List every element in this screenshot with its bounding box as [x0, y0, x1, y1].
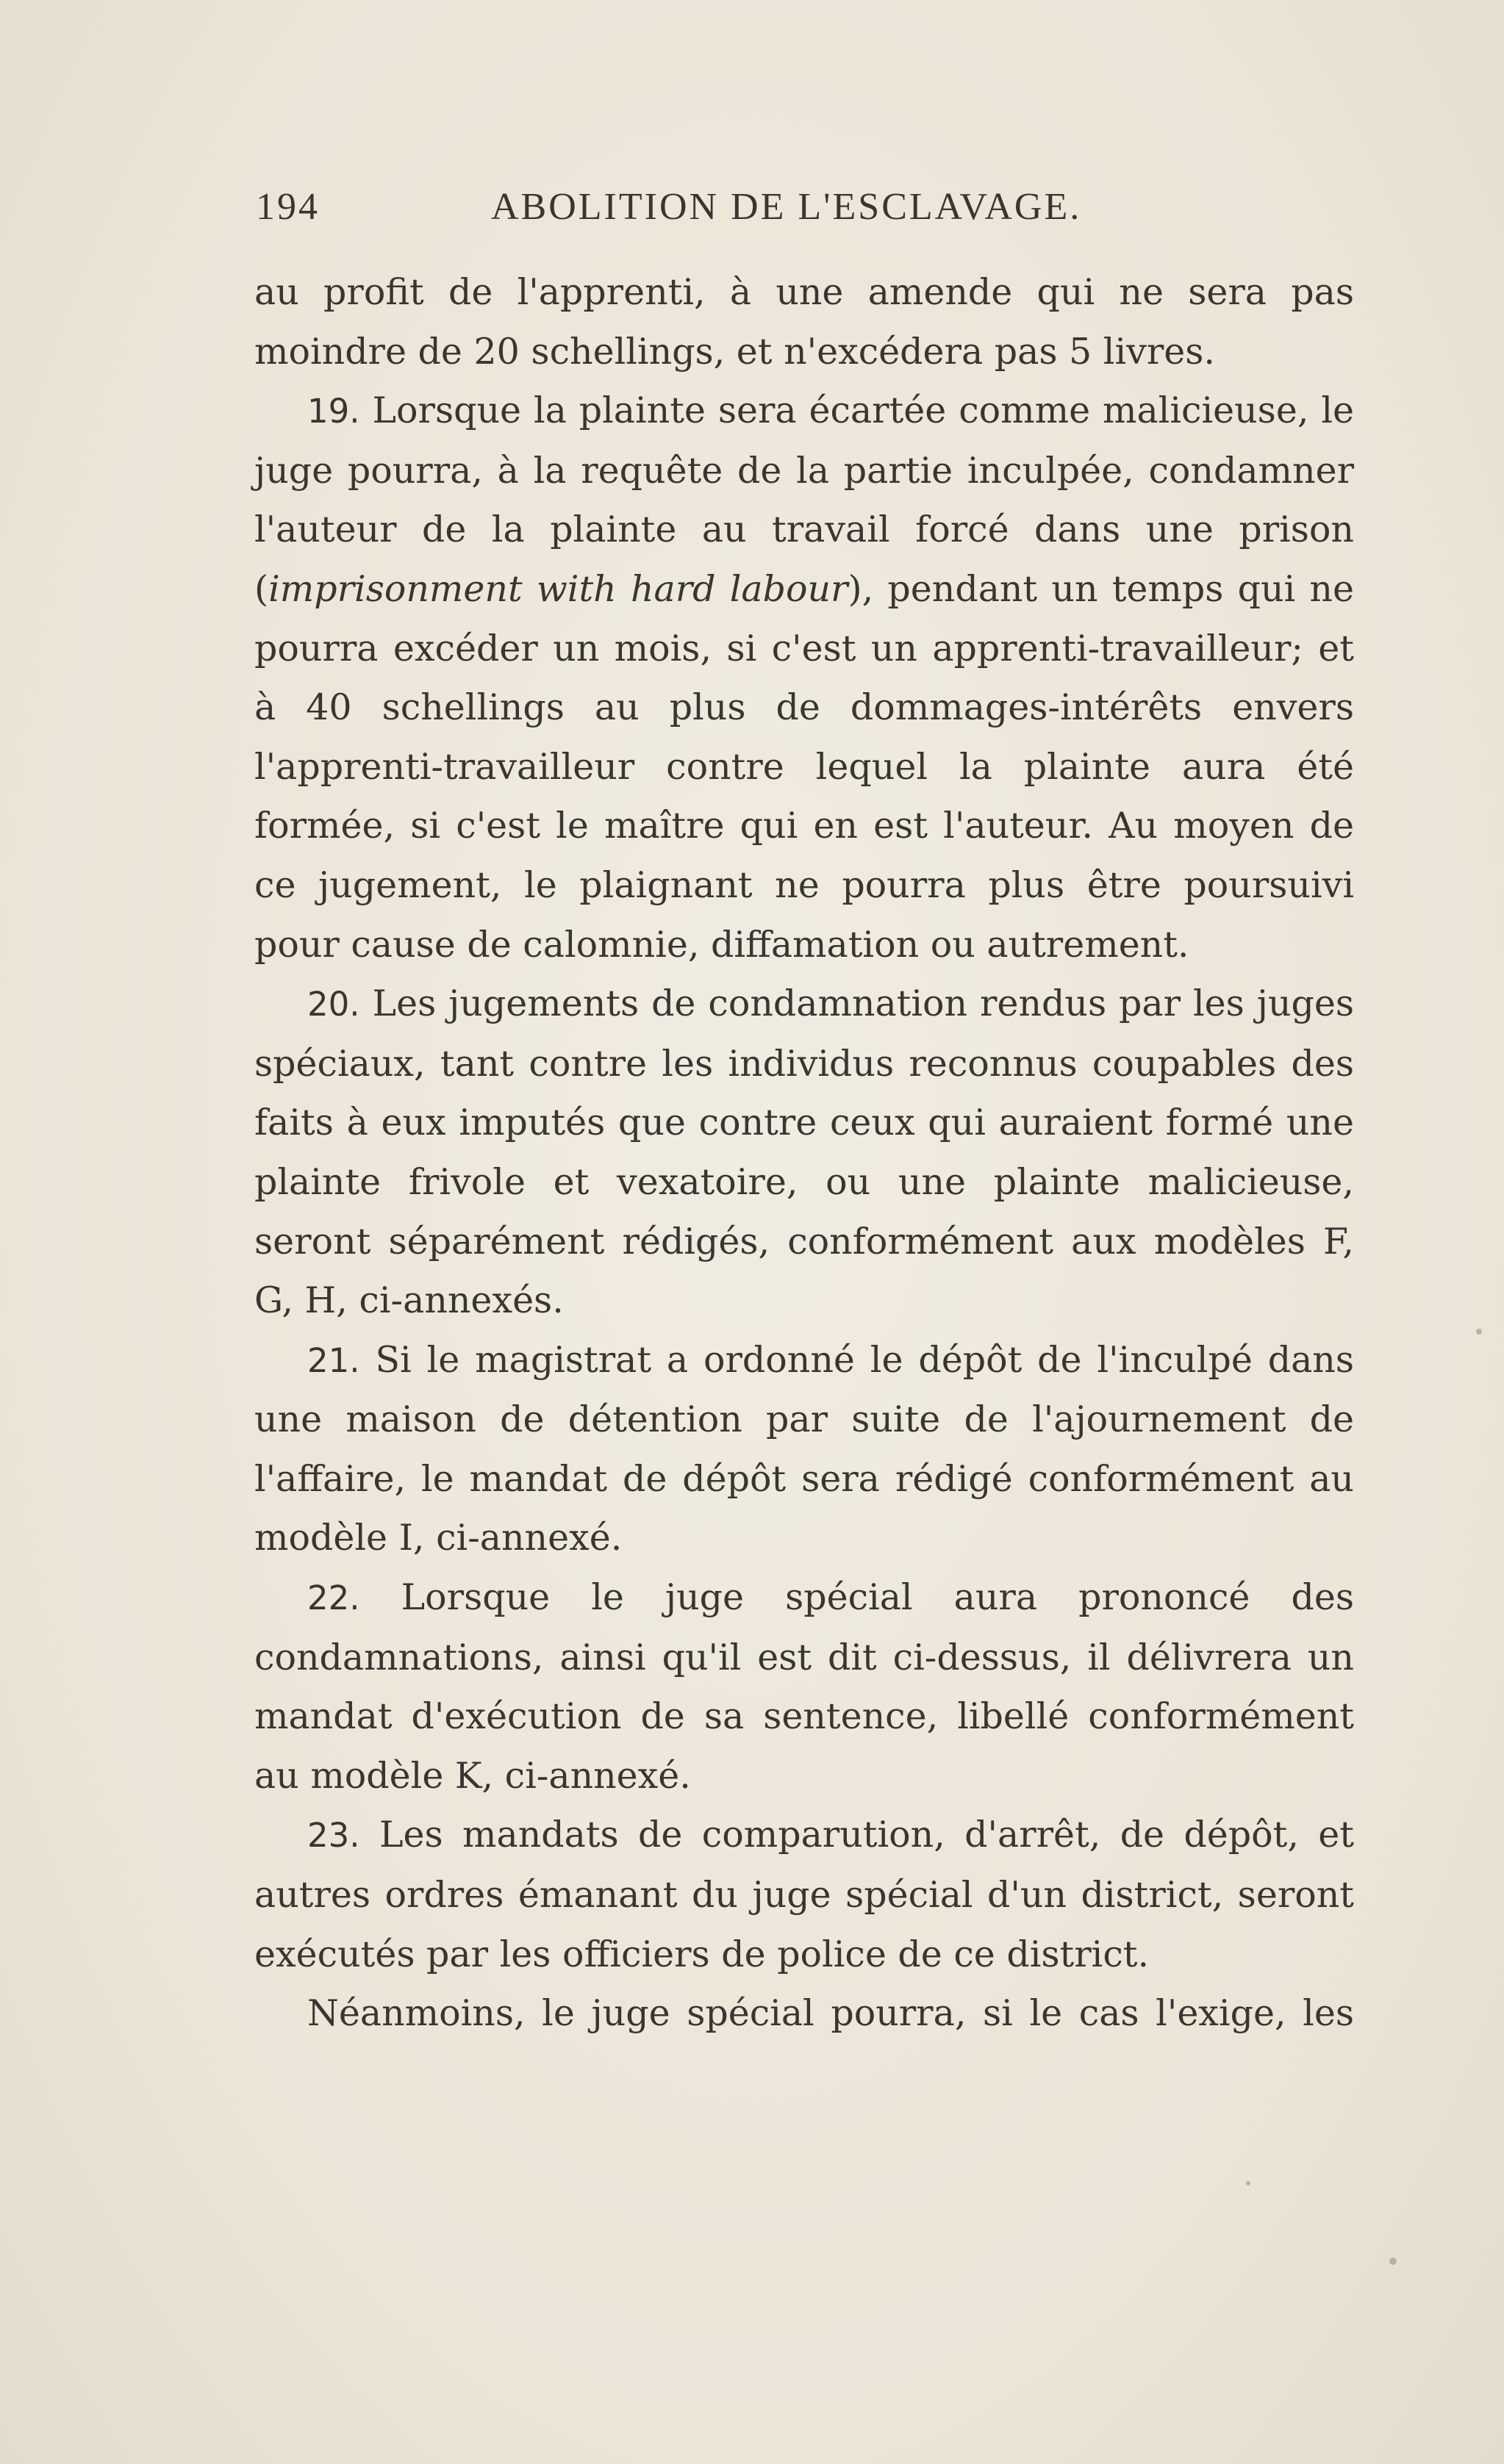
article-number: 20.	[307, 985, 360, 1024]
paragraph-continuation: au profit de l'apprenti, à une amende qui ne sera pas moindre de 20 schellings, et n'excédera pas 5 livres.	[254, 271, 1354, 373]
running-head: ABOLITION DE L'ESCLAVAGE.	[491, 186, 1082, 228]
paper-speck	[1246, 2181, 1250, 2185]
article-number: 19.	[307, 392, 360, 431]
paragraph-21	[254, 1331, 1354, 1568]
paragraph-22	[254, 1568, 1354, 1806]
paragraph-text: Les mandats de comparution, d'arrêt, de dépôt, et autres ordres émanant du juge spécial d'un district, seront exécutés par les officiers de police de ce district.	[254, 1814, 1354, 1975]
paragraph-20	[254, 974, 1354, 1331]
paragraph-text: Si le magistrat a ordonné le dépôt de l'inculpé dans une maison de détention par suite de l'ajournement de l'affaire, le mandat de dépôt sera rédigé conformément au modèle I, ci-annexé.	[254, 1338, 1354, 1559]
paragraph-19	[254, 381, 1354, 974]
article-number: 21.	[307, 1340, 360, 1380]
page-header	[256, 185, 1131, 244]
paper-speck	[1476, 1329, 1482, 1335]
article-number: 23.	[307, 1816, 360, 1856]
paragraph-23	[254, 1806, 1354, 1984]
paragraph-text: Lorsque le juge spécial aura prononcé des condamnations, ainsi qu'il est dit ci-dessus, il délivrera un mandat d'exécution de sa sentence, libellé conformément au modèle K, ci-annexé.	[254, 1576, 1354, 1797]
paragraph-final: Néanmoins, le juge spécial pourra, si le cas l'exige, les	[307, 1992, 1354, 2035]
paragraph-text: Lorsque la plainte sera écartée comme malicieuse, le juge pourra, à la requête de la partie inculpée, condamner l'auteur de la plainte au travail forcé dans une prison (	[254, 389, 1354, 610]
body-text	[254, 263, 1354, 2044]
page-number: 194	[256, 186, 320, 228]
article-number: 22.	[307, 1578, 360, 1618]
paragraph-text: Les jugements de condamnation rendus par les juges spéciaux, tant contre les individus reconnus coupables des faits à eux imputés que contre ceux qui auraient formé une plainte frivole et vexatoire, ou une plainte malicieuse, seront séparément rédigés, conformément aux modèles F, G, H, ci-annexés.	[254, 983, 1355, 1322]
paper-speck	[1389, 2258, 1397, 2265]
english-term: imprisonment with hard labour	[268, 567, 848, 610]
paragraph-text: ), pendant un temps qui ne pourra excéder un mois, si c'est un apprenti-travailleur; et à 40 schellings au plus de dommages-intérêts envers l'apprenti-travailleur contre lequel la plainte aura été formée, si c'est le maître qui en est l'auteur. Au moyen de ce jugement, le plaignant ne pourra plus être poursuivi pour cause de calomnie, diffamation ou autrement.	[254, 567, 1354, 966]
